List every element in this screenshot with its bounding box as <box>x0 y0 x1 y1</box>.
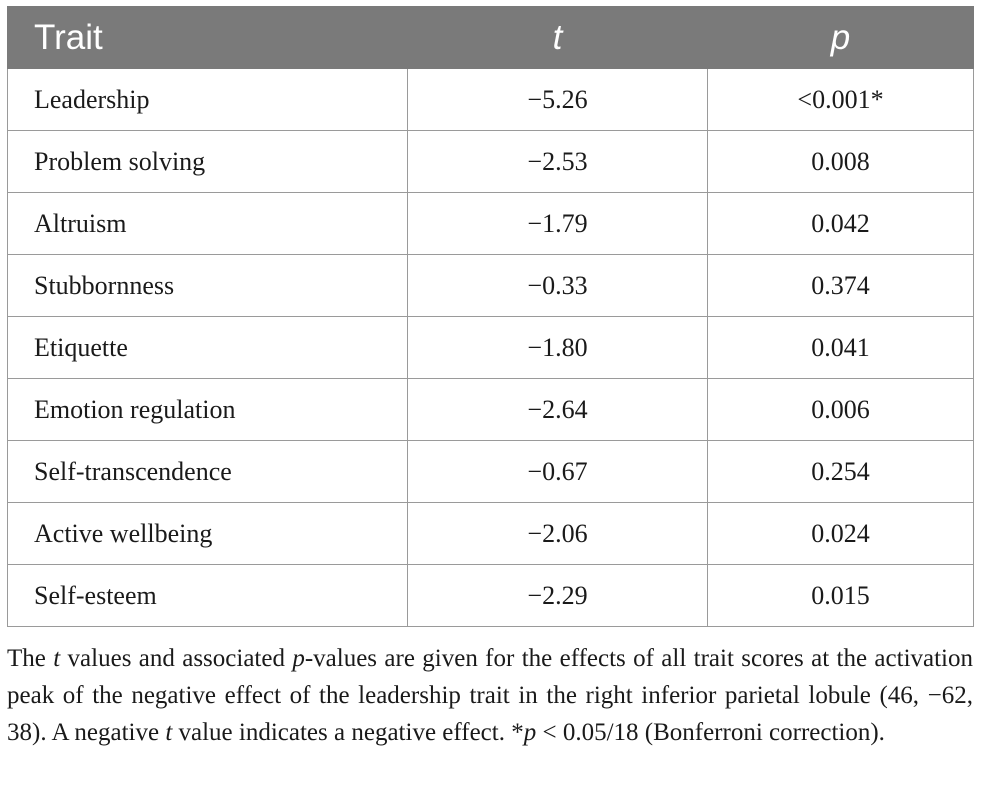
table-row <box>8 193 974 255</box>
header-t: t <box>408 7 708 69</box>
cell-t: −2.64 <box>408 379 708 441</box>
cell-trait: Active wellbeing <box>8 503 408 565</box>
table-row <box>8 131 974 193</box>
cell-t: −2.53 <box>408 131 708 193</box>
table-row <box>8 255 974 317</box>
table-row <box>8 503 974 565</box>
cell-t: −2.29 <box>408 565 708 627</box>
cell-t: −1.79 <box>408 193 708 255</box>
table-header <box>8 7 974 69</box>
footnote-part: The <box>7 645 54 672</box>
cell-p: 0.042 <box>708 193 974 255</box>
footnote-t-symbol: t <box>53 645 61 672</box>
header-p: p <box>708 7 974 69</box>
table-footnote <box>7 640 973 751</box>
cell-trait: Self-transcendence <box>8 441 408 503</box>
cell-t: −1.80 <box>408 317 708 379</box>
cell-trait: Emotion regulation <box>8 379 408 441</box>
cell-p: 0.254 <box>708 441 974 503</box>
cell-p: 0.041 <box>708 317 974 379</box>
results-table <box>7 6 974 627</box>
table-body <box>8 69 974 627</box>
footnote-part: < 0.05/18 (Bonferroni correction). <box>536 719 885 746</box>
footnote-part: values and associated <box>60 645 293 672</box>
footnote-t-symbol: t <box>165 719 173 746</box>
cell-p: 0.015 <box>708 565 974 627</box>
cell-trait: Leadership <box>8 69 408 131</box>
cell-t: −2.06 <box>408 503 708 565</box>
footnote-part: -values are given for the effects of all trait scores at the activation peak of the negative effect of the leadership trait in the right inferior parietal lobule (46, −62, 38). A negative <box>7 645 973 746</box>
cell-p: 0.006 <box>708 379 974 441</box>
table-row <box>8 69 974 131</box>
footnote-p-symbol: p <box>523 719 537 746</box>
cell-t: −5.26 <box>408 69 708 131</box>
results-table-container <box>7 6 973 627</box>
cell-trait: Self-esteem <box>8 565 408 627</box>
cell-t: −0.67 <box>408 441 708 503</box>
table-row <box>8 379 974 441</box>
table-row <box>8 441 974 503</box>
cell-t: −0.33 <box>408 255 708 317</box>
cell-trait: Etiquette <box>8 317 408 379</box>
cell-p: 0.374 <box>708 255 974 317</box>
cell-p: <0.001* <box>708 69 974 131</box>
cell-trait: Problem solving <box>8 131 408 193</box>
footnote-part: value indicates a negative effect. * <box>172 719 524 746</box>
cell-trait: Altruism <box>8 193 408 255</box>
header-row <box>8 7 974 69</box>
cell-p: 0.008 <box>708 131 974 193</box>
footnote-p-symbol: p <box>292 645 305 672</box>
header-trait: Trait <box>8 7 408 69</box>
table-row <box>8 565 974 627</box>
cell-p: 0.024 <box>708 503 974 565</box>
cell-trait: Stubbornness <box>8 255 408 317</box>
table-row <box>8 317 974 379</box>
